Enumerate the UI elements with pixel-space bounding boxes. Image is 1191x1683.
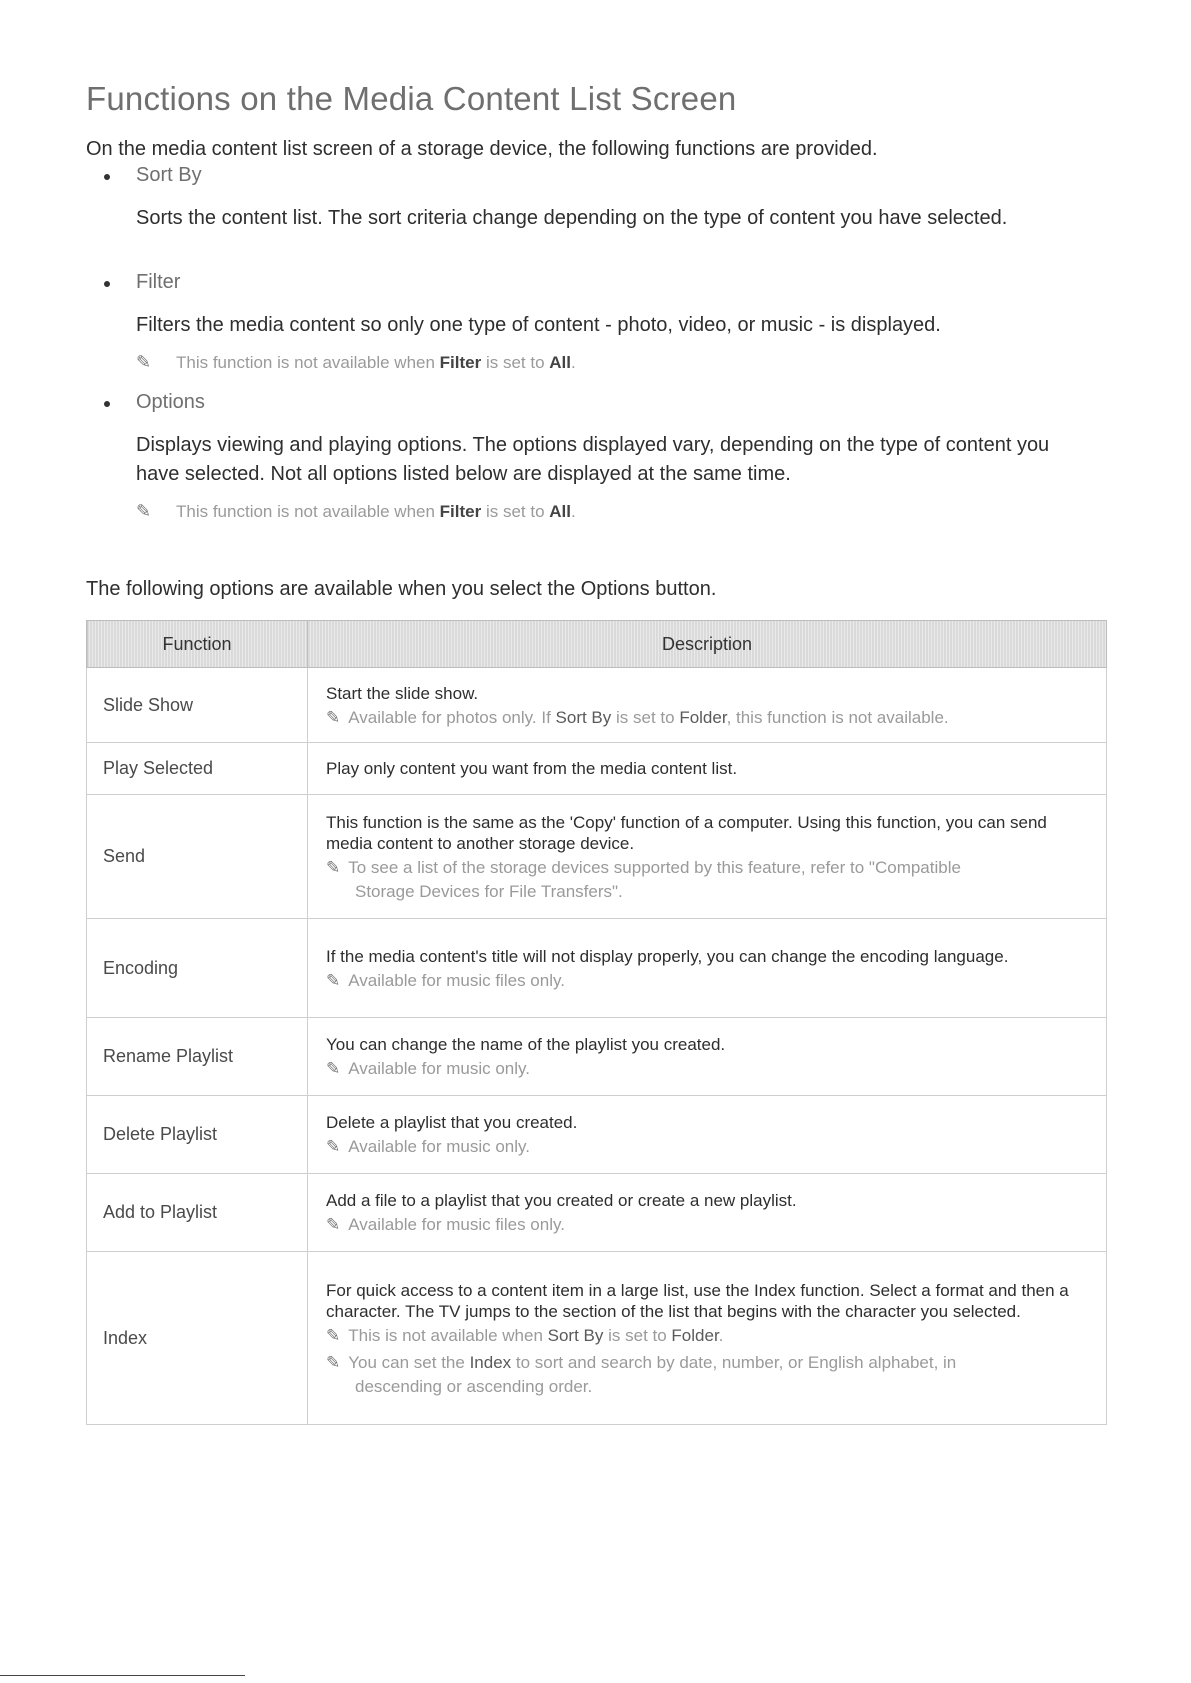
pencil-note-icon: ✎ bbox=[326, 857, 341, 877]
function-description: You can change the name of the playlist you created. ✎ Available for music only. bbox=[308, 1018, 1107, 1096]
options-table bbox=[86, 620, 1107, 1425]
pencil-note-icon: ✎ bbox=[326, 1215, 341, 1234]
function-description: If the media content's title will not display properly, you can change the encoding language. ✎ Available for music files only. bbox=[308, 919, 1107, 1018]
column-header-description: Description bbox=[308, 621, 1107, 668]
bullet-filter bbox=[86, 271, 1096, 373]
note: ✎ Available for music only. bbox=[326, 1137, 530, 1156]
table-row bbox=[87, 743, 1107, 795]
footer-rule bbox=[0, 1675, 245, 1676]
table-row bbox=[87, 795, 1107, 919]
note: ✎ You can set the Index to sort and search by date, number, or English alphabet, in bbox=[326, 1352, 957, 1372]
bullet-description: Filters the media content so only one type of content - photo, video, or music - is displayed. bbox=[136, 314, 941, 336]
bullet-title: Filter bbox=[136, 271, 181, 293]
bullet-description: Sorts the content list. The sort criteria change depending on the type of content you have selected. bbox=[136, 207, 1008, 229]
table-row bbox=[87, 1174, 1107, 1252]
note: ✎ This function is not available when Filter is set to All. bbox=[136, 501, 576, 521]
function-name: Send bbox=[87, 795, 308, 919]
pencil-note-icon: ✎ bbox=[136, 352, 152, 372]
bullet-title: Options bbox=[136, 391, 205, 413]
pencil-note-icon: ✎ bbox=[326, 707, 341, 727]
bullet-description: Displays viewing and playing options. The options displayed vary, depending on the type of content you have selected. Not all options listed below are displayed at the same time. bbox=[136, 434, 1050, 485]
function-description: Delete a playlist that you created. ✎ Available for music only. bbox=[308, 1096, 1107, 1174]
note: ✎ This is not available when Sort By is set to Folder. bbox=[326, 1325, 724, 1345]
pencil-note-icon: ✎ bbox=[326, 1325, 341, 1345]
function-name: Add to Playlist bbox=[87, 1174, 308, 1252]
note: ✎ This function is not available when Filter is set to All. bbox=[136, 352, 576, 372]
column-header-function: Function bbox=[87, 621, 308, 668]
pencil-note-icon: ✎ bbox=[326, 1352, 341, 1372]
note: ✎ Available for music files only. bbox=[326, 970, 565, 990]
function-description: Add a file to a playlist that you created or create a new playlist. ✎ Available for music files only. bbox=[308, 1174, 1107, 1252]
table-row bbox=[87, 1096, 1107, 1174]
bullet-sort-by bbox=[86, 164, 1096, 233]
pencil-note-icon: ✎ bbox=[326, 1059, 341, 1078]
bullet-dot-icon bbox=[104, 401, 110, 407]
table-row bbox=[87, 668, 1107, 743]
pencil-note-icon: ✎ bbox=[136, 501, 152, 521]
table-row bbox=[87, 1018, 1107, 1096]
function-name: Slide Show bbox=[87, 668, 308, 743]
table-row bbox=[87, 919, 1107, 1018]
bullet-title: Sort By bbox=[136, 164, 202, 186]
function-name: Rename Playlist bbox=[87, 1018, 308, 1096]
function-description: This function is the same as the 'Copy' function of a computer. Using this function, you can send media content to another storage device. ✎ To see a list of the storage devices supported by this feature, refer to "Compatible Storage Devices for File Transfers". bbox=[308, 795, 1107, 919]
table-header-row bbox=[87, 621, 1107, 668]
table-row bbox=[87, 1252, 1107, 1425]
note: ✎ Available for photos only. If Sort By is set to Folder, this function is not available. bbox=[326, 707, 949, 727]
page-title: Functions on the Media Content List Screen bbox=[86, 80, 737, 117]
function-description: For quick access to a content item in a large list, use the Index function. Select a format and then a character. The TV jumps to the section of the list that begins with the character you selected. ✎ This is not available when Sort By is set to Folder. ✎ You can set the Index to sort and search by date, number, or English alphabet, in descending or ascending order. bbox=[308, 1252, 1107, 1425]
function-name: Play Selected bbox=[87, 743, 308, 795]
function-name: Delete Playlist bbox=[87, 1096, 308, 1174]
function-description: Play only content you want from the media content list. bbox=[308, 743, 1107, 795]
bullet-dot-icon bbox=[104, 174, 110, 180]
pencil-note-icon: ✎ bbox=[326, 1137, 341, 1156]
following-options-text: The following options are available when you select the Options button. bbox=[86, 578, 717, 600]
function-name: Encoding bbox=[87, 919, 308, 1018]
function-name: Index bbox=[87, 1252, 308, 1425]
note: ✎ Available for music files only. bbox=[326, 1215, 565, 1234]
pencil-note-icon: ✎ bbox=[326, 970, 341, 990]
function-description: Start the slide show. ✎ Available for photos only. If Sort By is set to Folder, this function is not available. bbox=[308, 668, 1107, 743]
note: ✎ Available for music only. bbox=[326, 1059, 530, 1078]
note: ✎ To see a list of the storage devices supported by this feature, refer to "Compatible bbox=[326, 857, 961, 877]
bullet-dot-icon bbox=[104, 281, 110, 287]
intro-text: On the media content list screen of a storage device, the following functions are provided. bbox=[86, 138, 878, 160]
bullet-options bbox=[86, 391, 1096, 522]
